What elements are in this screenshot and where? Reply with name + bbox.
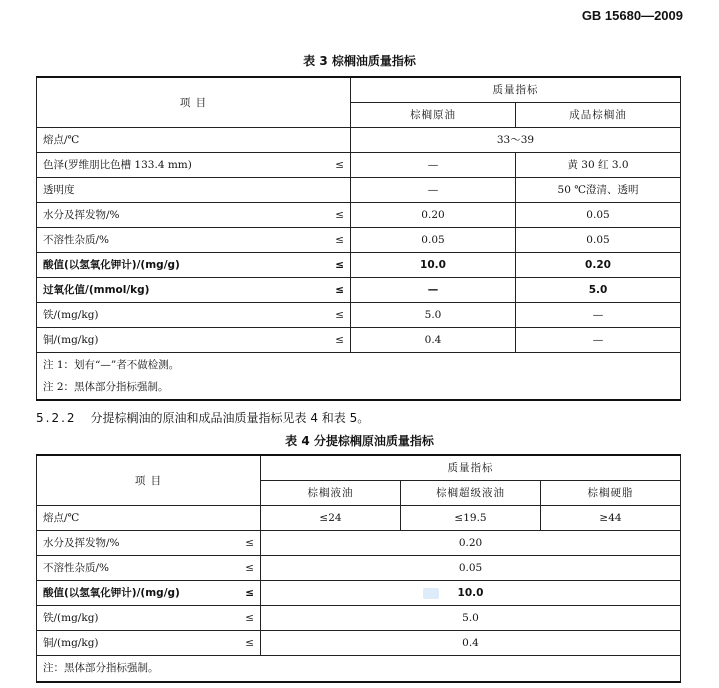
- watermark-mark: [423, 588, 439, 599]
- row-sign: ≤: [327, 252, 351, 277]
- row-sign: ≤: [327, 327, 351, 352]
- row-value-crude: 0.4: [351, 327, 516, 352]
- row-sign: ≤: [237, 605, 261, 630]
- table3-col-crude: 棕榈原油: [351, 102, 516, 127]
- table4-quality-group-header: 质量指标: [261, 455, 681, 480]
- row-value-crude: 10.0: [351, 252, 516, 277]
- row-label: 铜/(mg/kg): [37, 327, 327, 352]
- row-sign: ≤: [327, 302, 351, 327]
- row-value-crude: 0.20: [351, 202, 516, 227]
- row-label: 酸值(以氢氧化钾计)/(mg/g): [37, 580, 237, 605]
- section-text: 分提棕榈油的原油和成品油质量指标见表 4 和表 5。: [90, 411, 370, 425]
- row-value-refined: 0.05: [516, 227, 681, 252]
- row-sign: [327, 177, 351, 202]
- row-value-refined: —: [516, 302, 681, 327]
- row-value-merged: 33～39: [351, 127, 681, 152]
- table-row: [37, 327, 681, 352]
- row-label: 水分及挥发物/%: [37, 530, 237, 555]
- table-row: [37, 630, 681, 655]
- row-value-refined: 0.05: [516, 202, 681, 227]
- table4-item-header: 项 目: [37, 455, 261, 505]
- table3-notes: [37, 352, 681, 400]
- row-sign: ≤: [237, 530, 261, 555]
- row-sign: [327, 127, 351, 152]
- table4-caption: 表 4 分提棕榈原油质量指标: [285, 434, 434, 448]
- table-row: [37, 555, 681, 580]
- table-row: [37, 277, 681, 302]
- standard-code: GB 15680—2009: [581, 8, 683, 23]
- table-row: [37, 252, 681, 277]
- row-value-refined: —: [516, 327, 681, 352]
- row-label: 酸值(以氢氧化钾计)/(mg/g): [37, 252, 327, 277]
- row-value-crude: 0.05: [351, 227, 516, 252]
- row-label: 不溶性杂质/%: [37, 227, 327, 252]
- table-row: [37, 505, 681, 530]
- row-value-refined: 黄 30 红 3.0: [516, 152, 681, 177]
- row-value-merged: 0.4: [261, 630, 681, 655]
- row-sign: ≤: [327, 227, 351, 252]
- table-row: [37, 605, 681, 630]
- table-row: [37, 530, 681, 555]
- row-value-merged: 10.0: [261, 580, 681, 605]
- table4-note: 注：黑体部分指标强制。: [37, 655, 681, 682]
- row-value-refined: 0.20: [516, 252, 681, 277]
- row-sign: ≤: [327, 152, 351, 177]
- row-value-crude: —: [351, 152, 516, 177]
- row-value-stearin: ≥44: [541, 505, 681, 530]
- table-row: [37, 127, 681, 152]
- row-value-merged: 5.0: [261, 605, 681, 630]
- table3-col-refined: 成品棕榈油: [516, 102, 681, 127]
- row-label: 过氧化值/(mmol/kg): [37, 277, 327, 302]
- row-value-refined: 5.0: [516, 277, 681, 302]
- row-label: 不溶性杂质/%: [37, 555, 237, 580]
- row-label: 熔点/℃: [37, 505, 237, 530]
- table-row: [37, 202, 681, 227]
- row-value-merged: 0.05: [261, 555, 681, 580]
- row-label: 色泽(罗维朋比色槽 133.4 mm): [37, 152, 327, 177]
- row-sign: ≤: [327, 202, 351, 227]
- table-row: [37, 152, 681, 177]
- row-sign: ≤: [237, 555, 261, 580]
- table3-item-header: 项 目: [37, 77, 351, 127]
- row-label: 水分及挥发物/%: [37, 202, 327, 227]
- row-label: 铁/(mg/kg): [37, 302, 327, 327]
- row-value-crude: —: [351, 277, 516, 302]
- table3-note-2: 注 2：黑体部分指标强制。: [43, 380, 169, 393]
- table3-caption: 表 3 棕榈油质量指标: [303, 54, 416, 68]
- row-value-refined: 50 ℃澄清、透明: [516, 177, 681, 202]
- row-label: 铜/(mg/kg): [37, 630, 237, 655]
- table3-quality-group-header: 质量指标: [351, 77, 681, 102]
- table4-col-super-olein: 棕榈超级液油: [401, 480, 541, 505]
- row-sign: ≤: [327, 277, 351, 302]
- table-row: [37, 227, 681, 252]
- row-value-super-olein: ≤19.5: [401, 505, 541, 530]
- section-paragraph: [36, 409, 369, 426]
- row-label: 熔点/℃: [37, 127, 327, 152]
- row-sign: ≤: [237, 630, 261, 655]
- row-label: 铁/(mg/kg): [37, 605, 237, 630]
- row-label: 透明度: [37, 177, 327, 202]
- row-value-crude: 5.0: [351, 302, 516, 327]
- table4: [36, 454, 681, 683]
- table4-col-olein: 棕榈液油: [261, 480, 401, 505]
- table-row: [37, 177, 681, 202]
- row-sign: ≤: [237, 580, 261, 605]
- row-sign: [237, 505, 261, 530]
- table3-note-1: 注 1：划有“—”者不做检测。: [43, 358, 180, 371]
- row-value-olein: ≤24: [261, 505, 401, 530]
- row-value-crude: —: [351, 177, 516, 202]
- table-row: [37, 580, 681, 605]
- row-value-merged: 0.20: [261, 530, 681, 555]
- section-number: 5.2.2: [36, 411, 77, 425]
- table4-col-stearin: 棕榈硬脂: [541, 480, 681, 505]
- table-row: [37, 302, 681, 327]
- table3: [36, 76, 681, 401]
